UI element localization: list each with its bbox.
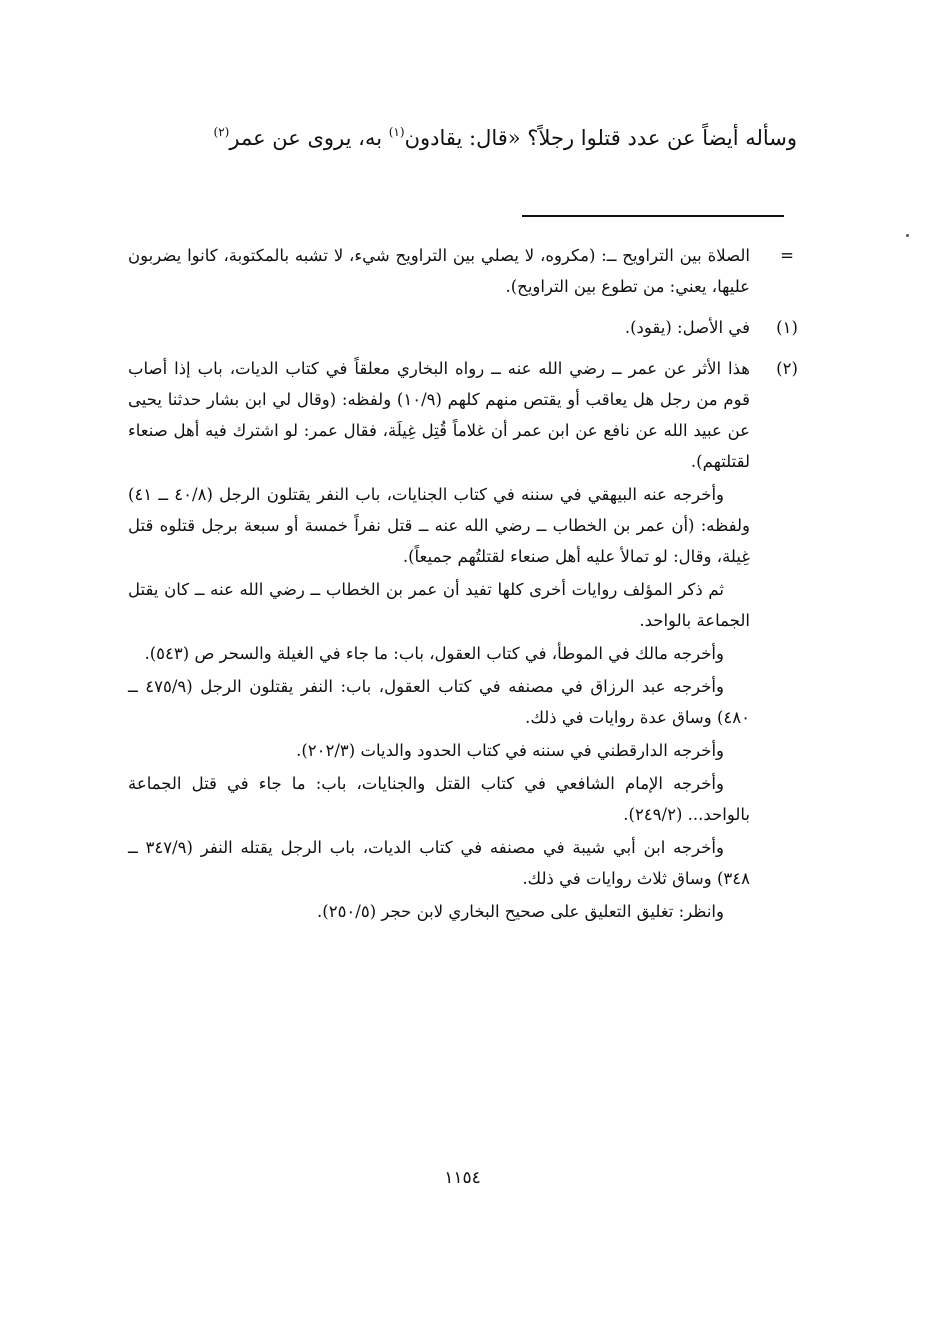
footnote-2-paragraph: وانظر: تغليق التعليق على صحيح البخاري لابن حجر (٢٥٠/٥). (317, 902, 724, 921)
footnote-2-paragraph: وأخرجه عنه البيهقي في سننه في كتاب الجنايات، باب النفر يقتلون الرجل (٤٠/٨ ــ ٤١) ولفظه: (أن عمر بن الخطاب ــ رضي الله عنه ــ قتل نفراً خمسة أو سبعة برجل قتلوه قتل غِيلة، وقال: لو تمالأ عليه أهل صنعاء لقتلتُهم جميعاً). (128, 485, 750, 566)
footnote-2-paragraph: ثم ذكر المؤلف روايات أخرى كلها تفيد أن عمر بن الخطاب ــ رضي الله عنه ــ كان يقتل الجماعة بالواحد. (128, 580, 750, 630)
footnote-2-paragraph: وأخرجه الدارقطني في سننه في كتاب الحدود والديات (٢٠٢/٣). (296, 741, 724, 760)
footnote-2-paragraph: وأخرجه الإمام الشافعي في كتاب القتل والجنايات، باب: ما جاء في قتل الجماعة بالواحد... (٢٤٩/٢). (128, 774, 750, 824)
footnote-1-text: في الأصل: (يقود). (624, 318, 750, 337)
main-text-part1: وسأله أيضاً عن عدد قتلوا رجلاً؟ «قال: يقادون (404, 126, 797, 150)
footnote-ref-1: (١) (388, 125, 405, 139)
footnote-1 (128, 312, 797, 343)
footnote-continued (128, 240, 797, 302)
footnote-1-marker: (١) (776, 318, 798, 337)
footnote-ref-2: (٢) (213, 125, 230, 139)
margin-speck (906, 234, 909, 237)
footnote-separator (522, 215, 784, 217)
main-text-part2: به، يروى عن عمر (229, 126, 389, 150)
footnote-2-paragraph: وأخرجه مالك في الموطأ، في كتاب العقول، باب: ما جاء في الغيلة والسحر ص (٥٤٣). (144, 644, 724, 663)
footnote-continued-marker: = (780, 246, 794, 265)
footnote-2-marker: (٢) (776, 359, 798, 378)
footnote-2-paragraph: هذا الأثر عن عمر ــ رضي الله عنه ــ رواه البخاري معلقاً في كتاب الديات، باب إذا أصاب قوم من رجل هل يعاقب أو يقتص منهم كلهم (١٠/٩) ولفظه: (وقال لي ابن بشار حدثنا يحيى عن عبيد الله عن نافع عن ابن عمر أن غلاماً قُتِل غِيلَة، فقال عمر: لو اشترك فيه أهل صنعاء لقتلتهم). (128, 359, 750, 471)
footnote-continued-text: الصلاة بين التراويح ــ: (مكروه، لا يصلي بين التراويح شيء، لا تشبه بالمكتوبة، كانوا يضربون عليها، يعني: من تطوع بين التراويح). (128, 246, 750, 296)
footnote-2 (128, 353, 797, 927)
footnote-2-paragraph: وأخرجه عبد الرزاق في مصنفه في كتاب العقول، باب: النفر يقتلون الرجل (٤٧٥/٩ ــ ٤٨٠) وساق عدة روايات في ذلك. (128, 677, 750, 727)
page-number: ١١٥٤ (444, 1168, 481, 1188)
footnote-2-paragraph: وأخرجه ابن أبي شيبة في مصنفه في كتاب الديات، باب الرجل يقتله النفر (٣٤٧/٩ ــ ٣٤٨) وساق ثلاث روايات في ذلك. (128, 838, 750, 888)
main-text-line (110, 118, 797, 158)
footnotes-area (128, 240, 797, 937)
